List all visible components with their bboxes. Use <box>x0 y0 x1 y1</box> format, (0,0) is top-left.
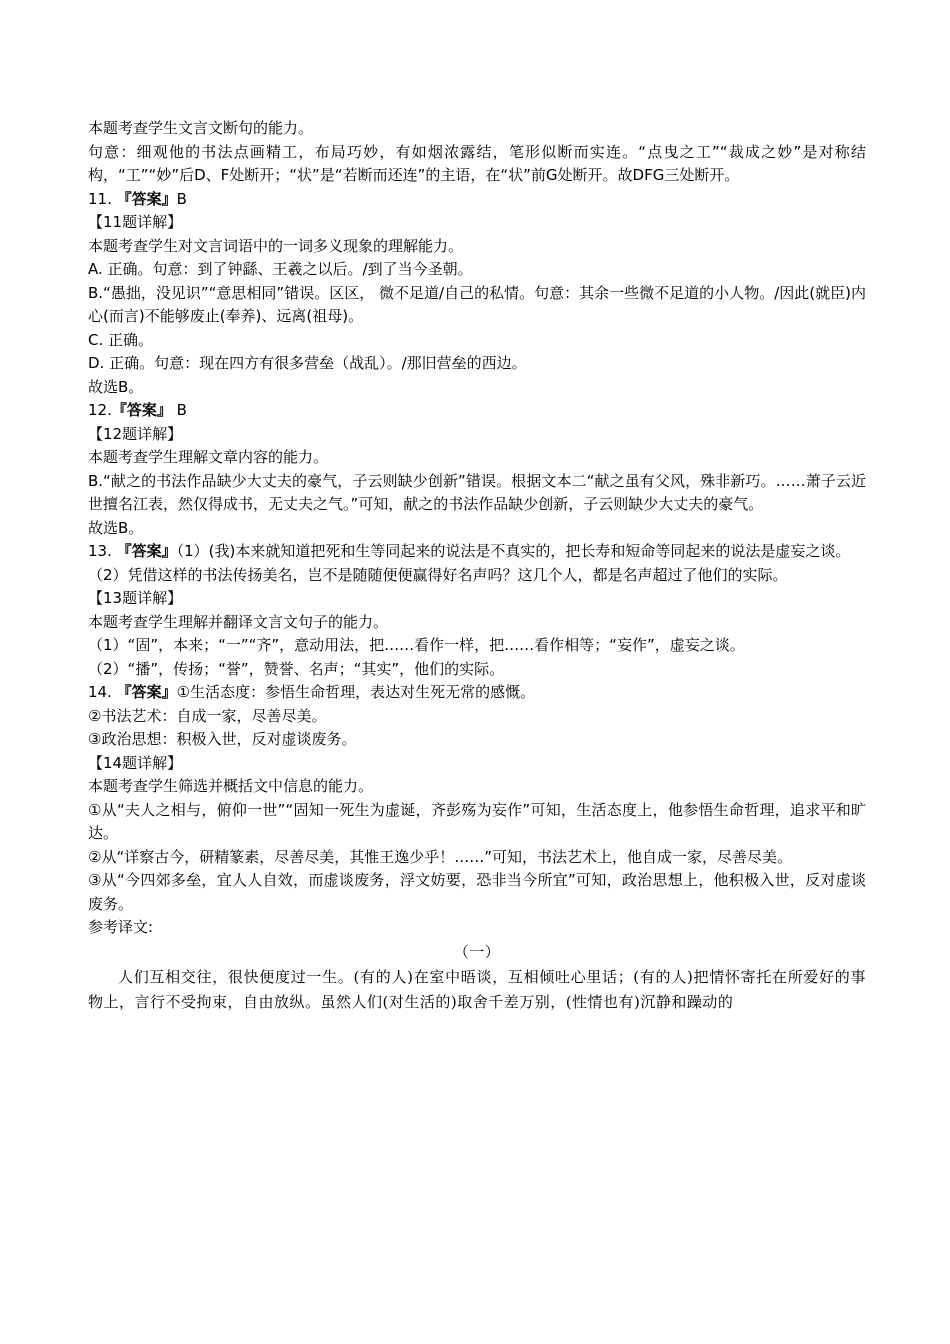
conclusion-12: 故选B。 <box>88 518 144 537</box>
answer-14-part-3: ③政治思想：积极入世，反对虚谈废务。 <box>88 730 357 748</box>
answer-marker: 『答案』 <box>111 401 172 419</box>
detail-13-part-1: （1）“固”，本来；“一”“齐”，意动用法，把……看作一样，把……看作相等；“妄作”，虚妄之谈。 <box>88 636 745 654</box>
text-line-19: 本题考查学生理解并翻译文言文句子的能力。 <box>88 612 389 631</box>
detail-14-part-3: ③从“今四郊多垒，宜人人自效，而虚谈废务，浮文妨要，恐非当今所宜”可知，政治思想上，他积极入世，反对虚谈废务。 <box>88 871 866 913</box>
answer-13-part-2: （2）凭借这样的书法传扬美名，岂不是随随便便赢得好名声吗？这几个人，都是名声超过了他们的实际。 <box>88 565 788 584</box>
answer-12-heading: 12.『答案』 B <box>88 401 187 419</box>
text-line-5: 本题考查学生对文言词语中的一词多义现象的理解能力。 <box>88 236 464 255</box>
answer-11-heading: 11. 『答案』B <box>88 189 187 208</box>
text-line-1: 本题考查学生文言文断句的能力。 <box>88 119 314 137</box>
text-line-26: 本题考查学生筛选并概括文中信息的能力。 <box>88 777 374 795</box>
detail-13-heading: 【13题详解】 <box>88 589 183 607</box>
option-b: B.“愚拙，没见识”“意思相同”错误。区区， 微不足道/自己的私情。句意：其余一些微不足道的小人物。/因此(就臣)内心(而言)不能够废止(奉养)、远离(祖母)。 <box>88 283 866 325</box>
translation-section-number: （一） <box>453 942 501 961</box>
answer-marker: 『答案』 <box>116 683 177 701</box>
detail-14-part-1: ①从“夫人之相与，俯仰一世”“固知一死生为虚诞，齐彭殇为妄作”可知，生活态度上，他参悟生命哲理，追求平和旷达。 <box>88 800 866 842</box>
translation-heading: 参考译文: <box>88 918 154 936</box>
detail-12-heading: 【12题详解】 <box>88 424 183 443</box>
translation-paragraph: 人们互相交往，很快便度过一生。(有的人)在室中晤谈，互相倾吐心里话；(有的人)把情怀寄托在所爱好的事物上，言行不受拘束，自由放纵。虽然人们(对生活的)取舍千差万别，(性情也有)沉静和躁动的 <box>88 967 866 1011</box>
option-d: D. 正确。句意：现在四方有很多营垒（战乱）。/那旧营垒的西边。 <box>88 354 527 372</box>
answer-14-part-2: ②书法艺术：自成一家，尽善尽美。 <box>88 706 327 725</box>
answer-marker: 『答案』 <box>116 542 177 560</box>
answer-14-heading: 14. 『答案』①生活态度：参悟生命哲理，表达对生死无常的感慨。 <box>88 683 536 701</box>
option-a: A. 正确。句意：到了钟繇、王羲之以后。/到了当今圣朝。 <box>88 260 473 278</box>
conclusion-11: 故选B。 <box>88 377 144 396</box>
answer-marker: 『答案』 <box>116 189 177 208</box>
text-line-13: 本题考查学生理解文章内容的能力。 <box>88 448 329 466</box>
text-line-2: 句意：细观他的书法点画精工，布局巧妙，有如烟浓露结，笔形似断而实连。“点曳之工”“裁成之妙”是对称结构，“工”“妙”后D、F处断开；“状”是“若断而还连”的主语，在“状”前G处断开。故DFG三处断开。 <box>88 142 866 184</box>
answer-13-heading: 13. 『答案』（1）(我)本来就知道把死和生等同起来的说法是不真实的，把长寿和短命等同起来的说法是虚妄之谈。 <box>88 542 851 560</box>
option-c: C. 正确。 <box>88 330 154 349</box>
detail-14-part-2: ②从“详察古今，研精篆素，尽善尽美，其惟王逸少乎！……”可知，书法艺术上，他自成一家，尽善尽美。 <box>88 847 792 866</box>
detail-14-heading: 【14题详解】 <box>88 753 183 772</box>
detail-13-part-2: （2）“播”，传扬；“誉”，赞誉、名声；“其实”，他们的实际。 <box>88 659 505 678</box>
detail-11-heading: 【11题详解】 <box>88 213 183 231</box>
option-b-12: B.“献之的书法作品缺少大丈夫的豪气，子云则缺少创新”错误。根据文本二“献之虽有父风，殊非新巧。……萧子云近世擅名江表，然仅得成书，无丈夫之气。”可知，献之的书法作品缺少创新，子云则缺少大丈夫的豪气。 <box>88 471 866 513</box>
document-page <box>88 117 866 1015</box>
